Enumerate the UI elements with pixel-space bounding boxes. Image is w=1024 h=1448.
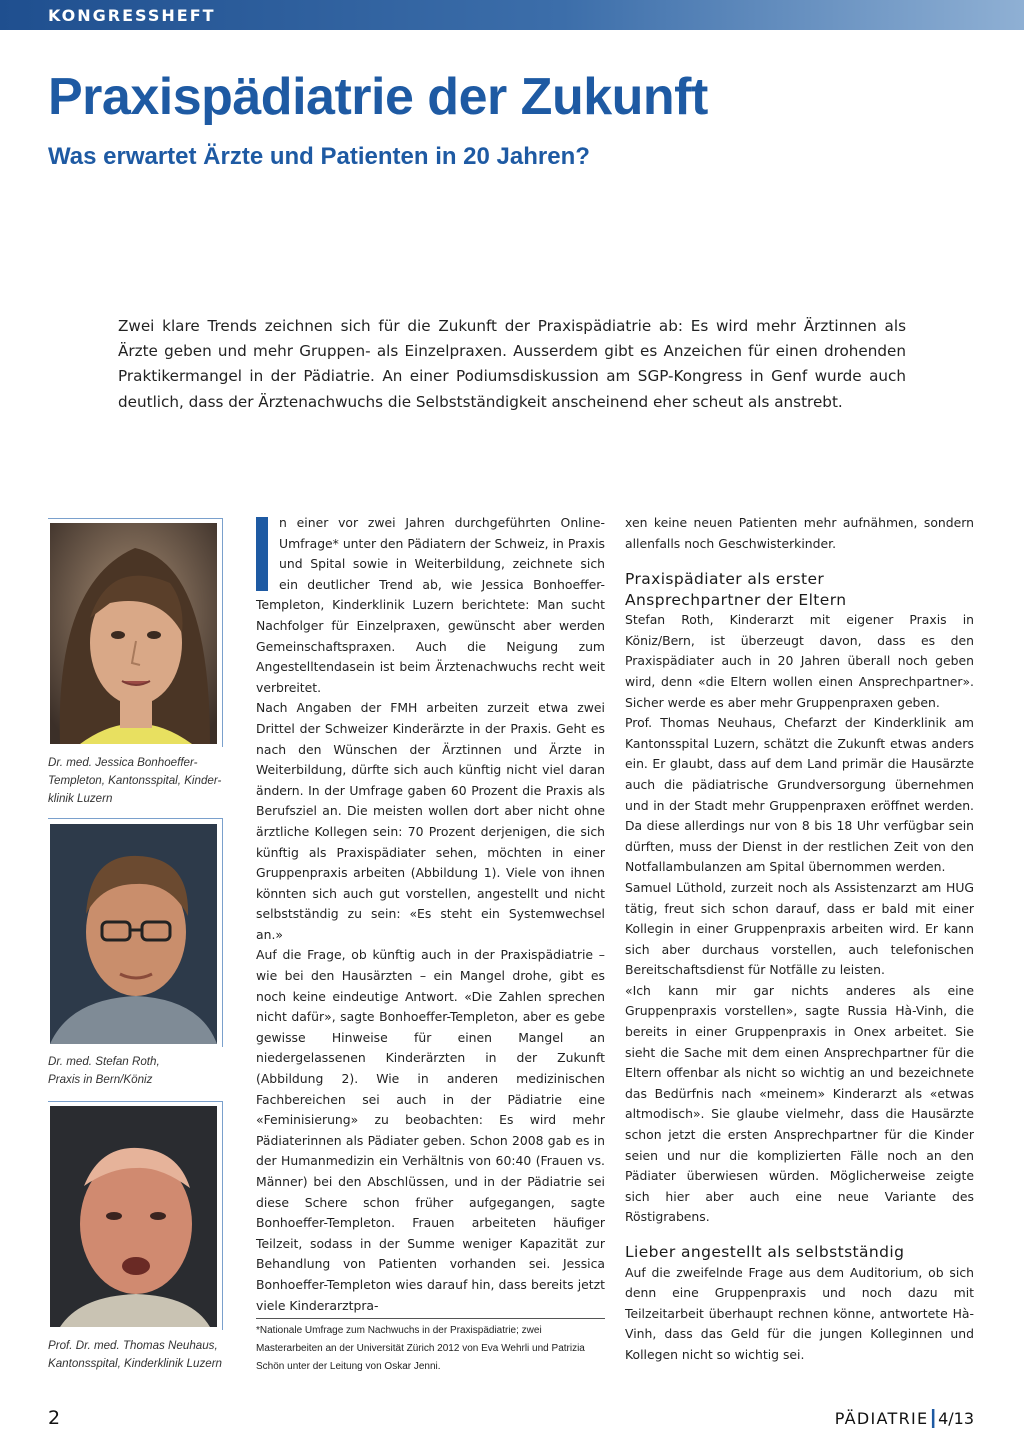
article-lead: Zwei klare Trends zeichnen sich für die Zukunft der Praxispädiatrie ab: Es wird mehr Ärztinnen als Ärzte geben und mehr Gruppen- als Einzelpraxen. Ausserdem gibt es Anzeichen für einen drohenden Praktikermangel in der Pädiatrie. An einer Podiumsdiskussion am SGP-Kongress in Genf wurde auch deutlich, dass der Ärztenachwuchs die Selbstständigkeit anscheinend eher scheut als anstrebt.	[118, 317, 906, 411]
journal-separator-icon: ┃	[928, 1409, 939, 1428]
paragraph: «Ich kann mir gar nichts anderes als eine Gruppenpraxis vorstellen», sagte Russia Hà-Vinh, die bereits in einer Gruppenpraxis in Onex arbeitet. Sie sieht die Sache mit dem einen Ansprechpartner für die Eltern offenbar als nicht so wichtig an und bezeichnete das Bedürfnis nach «meinem» Kinderarzt als «etwas altmodisch». Sie glaube vielmehr, dass die Hausärzte schon jetzt die ersten Ansprechpartner für die Kinder seien und nur die komplizierten Fälle noch an den Pädiater überwiesen würden. Möglicherweise zeigte sich hier aber auch eine neue Variante des Röstigrabens.	[625, 982, 974, 1225]
journal-footer	[835, 1409, 974, 1428]
photo-caption-1: Dr. med. Jessica Bonhoeffer- Templeton, Kantonsspital, Kinder- klinik Luzern	[48, 756, 222, 805]
page-number: 2	[48, 1407, 61, 1429]
article-subtitle: Was erwartet Ärzte und Patienten in 20 Jahren?	[48, 143, 590, 170]
paragraph: Stefan Roth, Kinderarzt mit eigener Praxis in Köniz/Bern, ist überzeugt davon, dass es den Praxispädiater auch in 20 Jahren überall noch geben wird, denn «die Eltern wollen einen Ansprechpartner». Sicher werde es aber mehr Gruppenpraxen geben.	[625, 612, 974, 710]
paragraph: Nach Angaben der FMH arbeiten zurzeit etwa zwei Drittel der Schweizer Kinderärzte in der Praxis. Geht es nach den Wünschen der Ärztinnen und Ärzte in Weiterbildung, dürfte sich auch künftig nicht viel daran ändern. In der Umfrage gaben 60 Prozent die Praxis als Berufsziel an. Die meisten wollen dort aber nicht ohne ärztliche Kollegen sein: 70 Prozent derjenigen, die sich künftig als Praxispädiater sehen, möchten in einer Gruppenpraxis arbeiten (Abbildung 1). Viele von ihnen könnten sich auch gut vorstellen, angestellt und nicht selbstständig zu sein: «Es steht ein Systemwechsel an.»	[256, 700, 605, 942]
journal-name: PÄDIATRIE	[834, 1409, 929, 1428]
paragraph: Prof. Thomas Neuhaus, Chefarzt der Kinderklinik am Kantonsspital Luzern, schätzt die Zukunft etwas anders ein. Er glaubt, dass auf dem Land primär die Hausärzte auch die pädiatrische Grundversorgung übernehmen und in der Stadt mehr Gruppenpraxen eröffnet werden. Da diese allerdings nur von 8 bis 18 Uhr verfügbar sein dürften, muss der Dienst in der restlichen Zeit von den Notfallambulanzen am Spital übernommen werden.	[625, 715, 974, 875]
article-title: Praxispädiatrie der Zukunft	[48, 68, 708, 126]
footnote: *Nationale Umfrage zum Nachwuchs in der Praxispädiatrie; zwei Masterarbeiten an der Universität Zürich 2012 von Eva Wehrli und Patrizia Schön unter der Leitung von Oskar Jenni.	[256, 1325, 585, 1372]
portrait-photo-roth	[50, 824, 217, 1044]
section-heading: Lieber angestellt als selbstständig	[625, 1243, 905, 1261]
section-heading: Praxispädiater als erster Ansprechpartner der Eltern	[625, 570, 847, 609]
section-label: KONGRESSHEFT	[48, 6, 216, 25]
article-column-1	[256, 513, 605, 1316]
issue-number: 4/13	[938, 1409, 974, 1428]
paragraph: Auf die zweifelnde Frage aus dem Auditorium, ob sich denn eine Gruppenpraxis und noch dazu mit Teilzeitarbeit überhaupt rechnen könne, antwortete Hà-Vinh, dass das Geld für die jungen Kolleginnen und Kollegen nicht so wichtig sei.	[625, 1264, 974, 1362]
section-bar	[0, 0, 1024, 30]
paragraph: Samuel Lüthold, zurzeit noch als Assistenzarzt am HUG tätig, freut sich schon darauf, dass er bald mit einer Kollegin in einer Gruppenpraxis arbeiten wird. Er kann sich aber durchaus vorstellen, auch telefonischen Bereitschaftsdienst für Notfälle zu leisten.	[625, 879, 974, 978]
footnote-divider	[256, 1318, 605, 1319]
dropcap	[256, 517, 268, 591]
portrait-photo-neuhaus	[50, 1106, 217, 1327]
portrait-photo-bonhoeffer	[50, 523, 217, 744]
paragraph: Auf die Frage, ob künftig auch in der Praxispädiatrie – wie bei den Hausärzten – ein Mangel drohe, gibt es noch keine eindeutige Antwort. «Die Zahlen sprechen nicht dafür», sagte Bonhoeffer-Templeton, aber es gebe gewisse Hinweise für einen Mangel an niedergelassenen Kinderärzten in der Zukunft (Abbildung 2). Wie in anderen medizinischen Fachbereichen sei auch in der Pädiatrie eine «Feminisierung» zu beobachten: Es wird mehr Pädiaterinnen als Pädiater geben. Schon 2008 gab es in der Humanmedizin ein Verhältnis von 60:40 (Frauen vs. Männer) bei den Abschlüssen, und in der Pädiatrie sei diese Schere schon früher aufgegangen, sagte Bonhoeffer-Templeton. Frauen arbeiteten häufiger Teilzeit, sodass in der Summe weniger Kapazität zur Behandlung von Patienten vorhanden sei. Jessica Bonhoeffer-Templeton wies darauf hin, dass bereits jetzt viele Kinderarztpra-	[256, 947, 605, 1313]
photo-caption-3: Prof. Dr. med. Thomas Neuhaus, Kantonsspital, Kinderklinik Luzern	[48, 1339, 223, 1370]
paragraph: n einer vor zwei Jahren durchgeführten Online-Umfrage* unter den Pädiatern der Schweiz, in Praxis und Spital sowie in Weiterbildung, zeichnete sich ein deutlicher Trend ab, wie Jessica Bonhoeffer-Templeton, Kinderklinik Luzern berichtete: Man sucht Nachfolger für Einzelpraxen, gewünscht aber werden Gemeinschaftspraxen. Auch die Neigung zum Angestelltendasein ist beim Ärztenachwuchs recht weit verbreitet.	[256, 515, 605, 695]
article-column-2	[625, 513, 974, 1365]
photo-caption-2: Dr. med. Stefan Roth, Praxis in Bern/Köniz	[48, 1055, 160, 1086]
paragraph: xen keine neuen Patienten mehr aufnähmen, sondern allenfalls noch Geschwisterkinder.	[625, 515, 974, 551]
